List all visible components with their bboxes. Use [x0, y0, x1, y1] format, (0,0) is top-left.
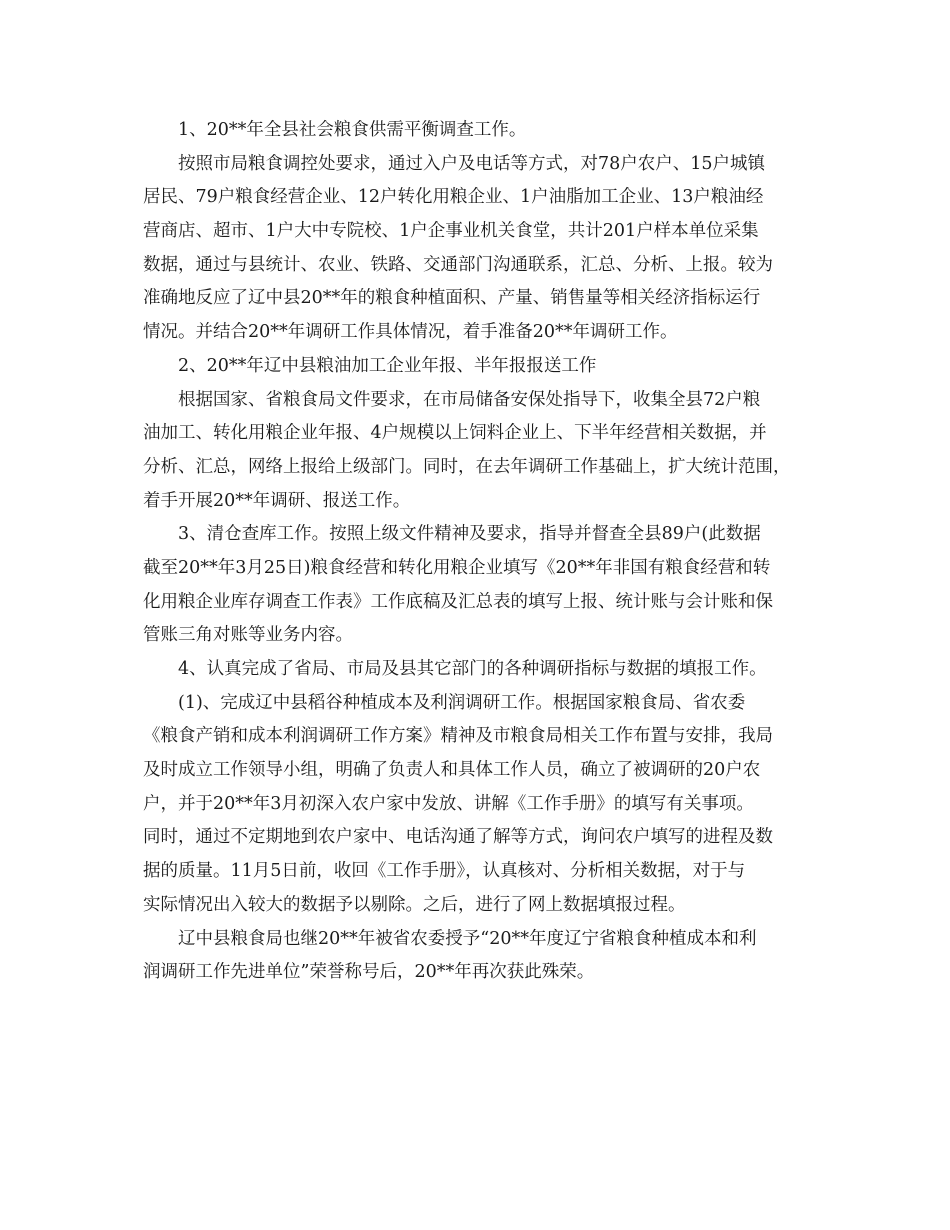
text-line: 油加工、转化用粮企业年报、4户规模以上饲料企业上、下半年经营相关数据，并: [143, 423, 767, 444]
document-body: [143, 114, 813, 990]
text-line: 润调研工作先进单位”荣誉称号后，20**年再次获此殊荣。: [143, 962, 595, 983]
text-line: 据的质量。11月5日前，收回《工作手册》，认真核对、分析相关数据，对于与: [143, 861, 746, 882]
text-line: 1、20**年全县社会粮食供需平衡调查工作。: [178, 120, 527, 140]
text-line: 按照市局粮食调控处要求，通过入户及电话等方式，对78户农户、15户城镇: [178, 153, 766, 174]
text-line: 《粮食产销和成本利润调研工作方案》精神及市粮食局相关工作布置与安排，我局: [143, 726, 773, 747]
text-line: 营商店、超市、1户大中专院校、1户企事业机关食堂，共计201户样本单位采集: [143, 221, 759, 242]
text-line: (1)、完成辽中县稻谷种植成本及利润调研工作。根据国家粮食局、省农委: [178, 692, 746, 713]
text-line: 准确地反应了辽中县20**年的粮食种植面积、产量、销售量等相关经济指标运行: [143, 288, 761, 309]
text-line: 2、20**年辽中县粮油加工企业年报、半年报报送工作: [178, 355, 597, 376]
text-line: 及时成立工作领导小组，明确了负责人和具体工作人员，确立了被调研的20户农: [143, 760, 761, 781]
text-line: 居民、79户粮食经营企业、12户转化用粮企业、1户油脂加工企业、13户粮油经: [143, 187, 764, 208]
text-line: 化用粮企业库存调查工作表》工作底稿及汇总表的填写上报、统计账与会计账和保: [143, 591, 773, 612]
text-line: 户，并于20**年3月初深入农户家中发放、讲解《工作手册》的填写有关事项。: [143, 793, 754, 814]
text-line: 数据，通过与县统计、农业、铁路、交通部门沟通联系，汇总、分析、上报。较为: [143, 254, 773, 275]
text-line: 3、清仓查库工作。按照上级文件精神及要求，指导并督查全县89户(此数据: [178, 524, 761, 545]
text-line: 着手开展20**年调研、报送工作。: [143, 490, 411, 511]
text-line: 截至20**年3月25日)粮食经营和转化用粮企业填写《20**年非国有粮食经营和转: [143, 557, 771, 578]
text-line: 分析、汇总，网络上报给上级部门。同时，在去年调研工作基础上，扩大统计范围，: [143, 456, 791, 477]
text-line: 根据国家、省粮食局文件要求，在市局储备安保处指导下，收集全县72户粮: [178, 389, 761, 410]
text-line: 管账三角对账等业务内容。: [143, 625, 353, 646]
text-line: 辽中县粮食局也继20**年被省农委授予“20**年度辽宁省粮食种植成本和利: [178, 928, 757, 949]
text-line: 同时，通过不定期地到农户家中、电话沟通了解等方式，询问农户填写的进程及数: [143, 827, 773, 848]
text-line: 4、认真完成了省局、市局及县其它部门的各种调研指标与数据的填报工作。: [178, 659, 767, 679]
text-line: 实际情况出入较大的数据予以剔除。之后，进行了网上数据填报过程。: [143, 894, 686, 915]
text-line: 情况。并结合20**年调研工作具体情况，着手准备20**年调研工作。: [143, 322, 678, 343]
